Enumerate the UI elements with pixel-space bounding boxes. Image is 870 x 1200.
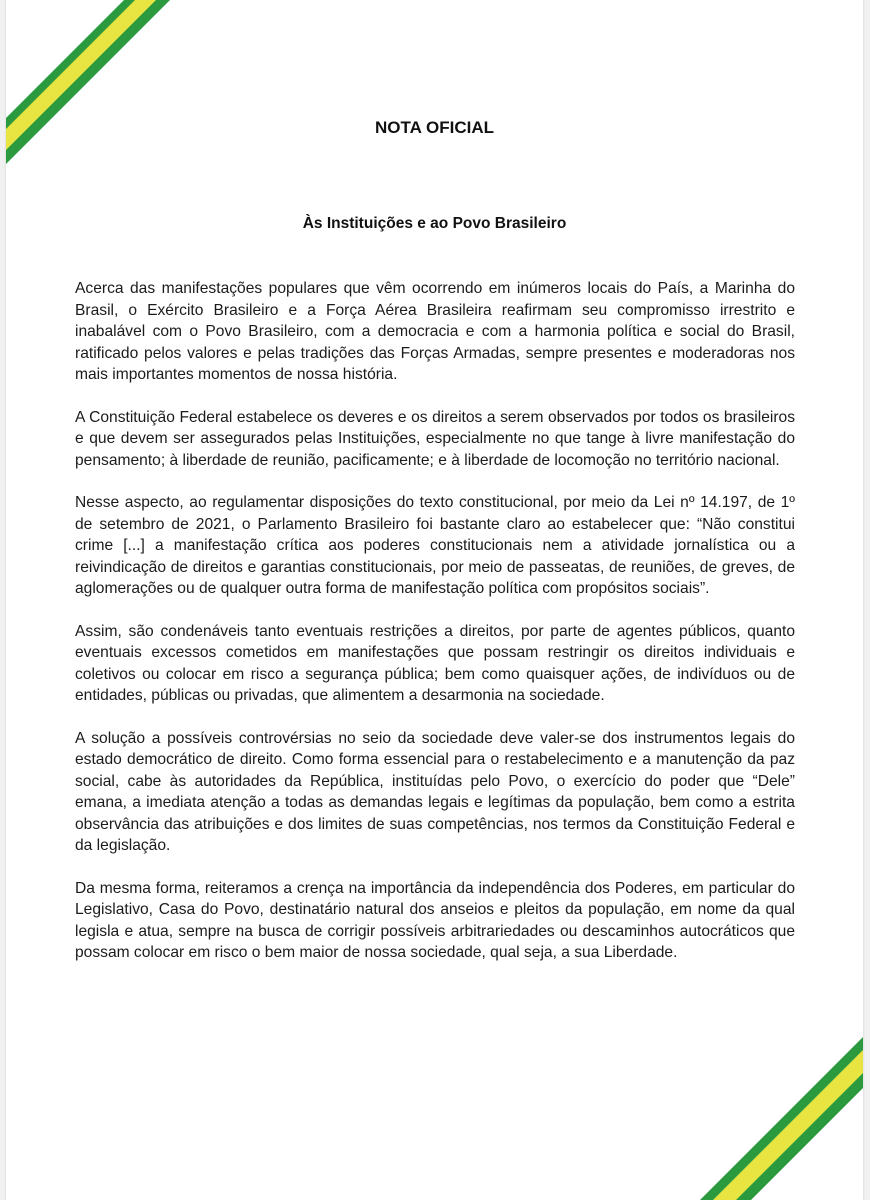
document-subtitle: Às Instituições e ao Povo Brasileiro xyxy=(302,215,567,232)
paragraph: Nesse aspecto, ao regulamentar disposições do texto constitucional, por meio da Lei nº 14.197, de 1º de setembro de 2021, o Parlamento Brasileiro foi bastante claro ao estabelecer que: “Não constitui crime [...] a manifestação crítica aos poderes constitucionais nem a atividade jornalística ou a reivindicação de direitos e garantias constitucionais, por meio de passeatas, de reuniões, de greves, de aglomerações ou de qualquer outra forma de manifestação política com propósitos sociais”. xyxy=(75,494,795,597)
paragraph: A Constituição Federal estabelece os deveres e os direitos a serem observados por todos os brasileiros e que devem ser assegurados pelas Instituições, especialmente no que tange à livre manifestação do pensamento; à liberdade de reunião, pacificamente; e à liberdade de locomoção no território nacional. xyxy=(75,408,795,469)
paragraph: Assim, são condenáveis tanto eventuais restrições a direitos, por parte de agentes públicos, quanto eventuais excessos cometidos em manifestações que possam restringir os direitos individuais e coletivos ou colocar em risco a segurança pública; bem como quaisquer ações, de indivíduos ou de entidades, públicas ou privadas, que alimentem a desarmonia na sociedade. xyxy=(75,622,795,704)
flag-stripe-decoration-top xyxy=(6,0,176,170)
document-body xyxy=(75,278,795,985)
paragraph: A solução a possíveis controvérsias no seio da sociedade deve valer-se dos instrumentos legais do estado democrático de direito. Como forma essencial para o restabelecimento e a manutenção da paz social, cabe às autoridades da República, instituídas pelo Povo, o exercício do poder que “Dele” emana, a imediata atenção a todas as demandas legais e legítimas da população, bem como a estrita observância das atribuições e dos limites de suas competências, nos termos da Constituição Federal e da legislação. xyxy=(75,729,795,854)
document-title: NOTA OFICIAL xyxy=(375,118,494,137)
flag-stripe-decoration-bottom xyxy=(693,1030,863,1200)
document-page xyxy=(6,0,863,1200)
paragraph: Da mesma forma, reiteramos a crença na importância da independência dos Poderes, em particular do Legislativo, Casa do Povo, destinatário natural dos anseios e pleitos da população, em nome da qual legisla e atua, sempre na busca de corrigir possíveis arbitrariedades ou descaminhos autocráticos que possam colocar em risco o bem maior de nossa sociedade, qual seja, a sua Liberdade. xyxy=(75,879,795,961)
paragraph: Acerca das manifestações populares que vêm ocorrendo em inúmeros locais do País, a Marinha do Brasil, o Exército Brasileiro e a Força Aérea Brasileira reafirmam seu compromisso irrestrito e inabalável com o Povo Brasileiro, com a democracia e com a harmonia política e social do Brasil, ratificado pelos valores e pelas tradições das Forças Armadas, sempre presentes e moderadoras nos mais importantes momentos de nossa história. xyxy=(75,280,795,383)
